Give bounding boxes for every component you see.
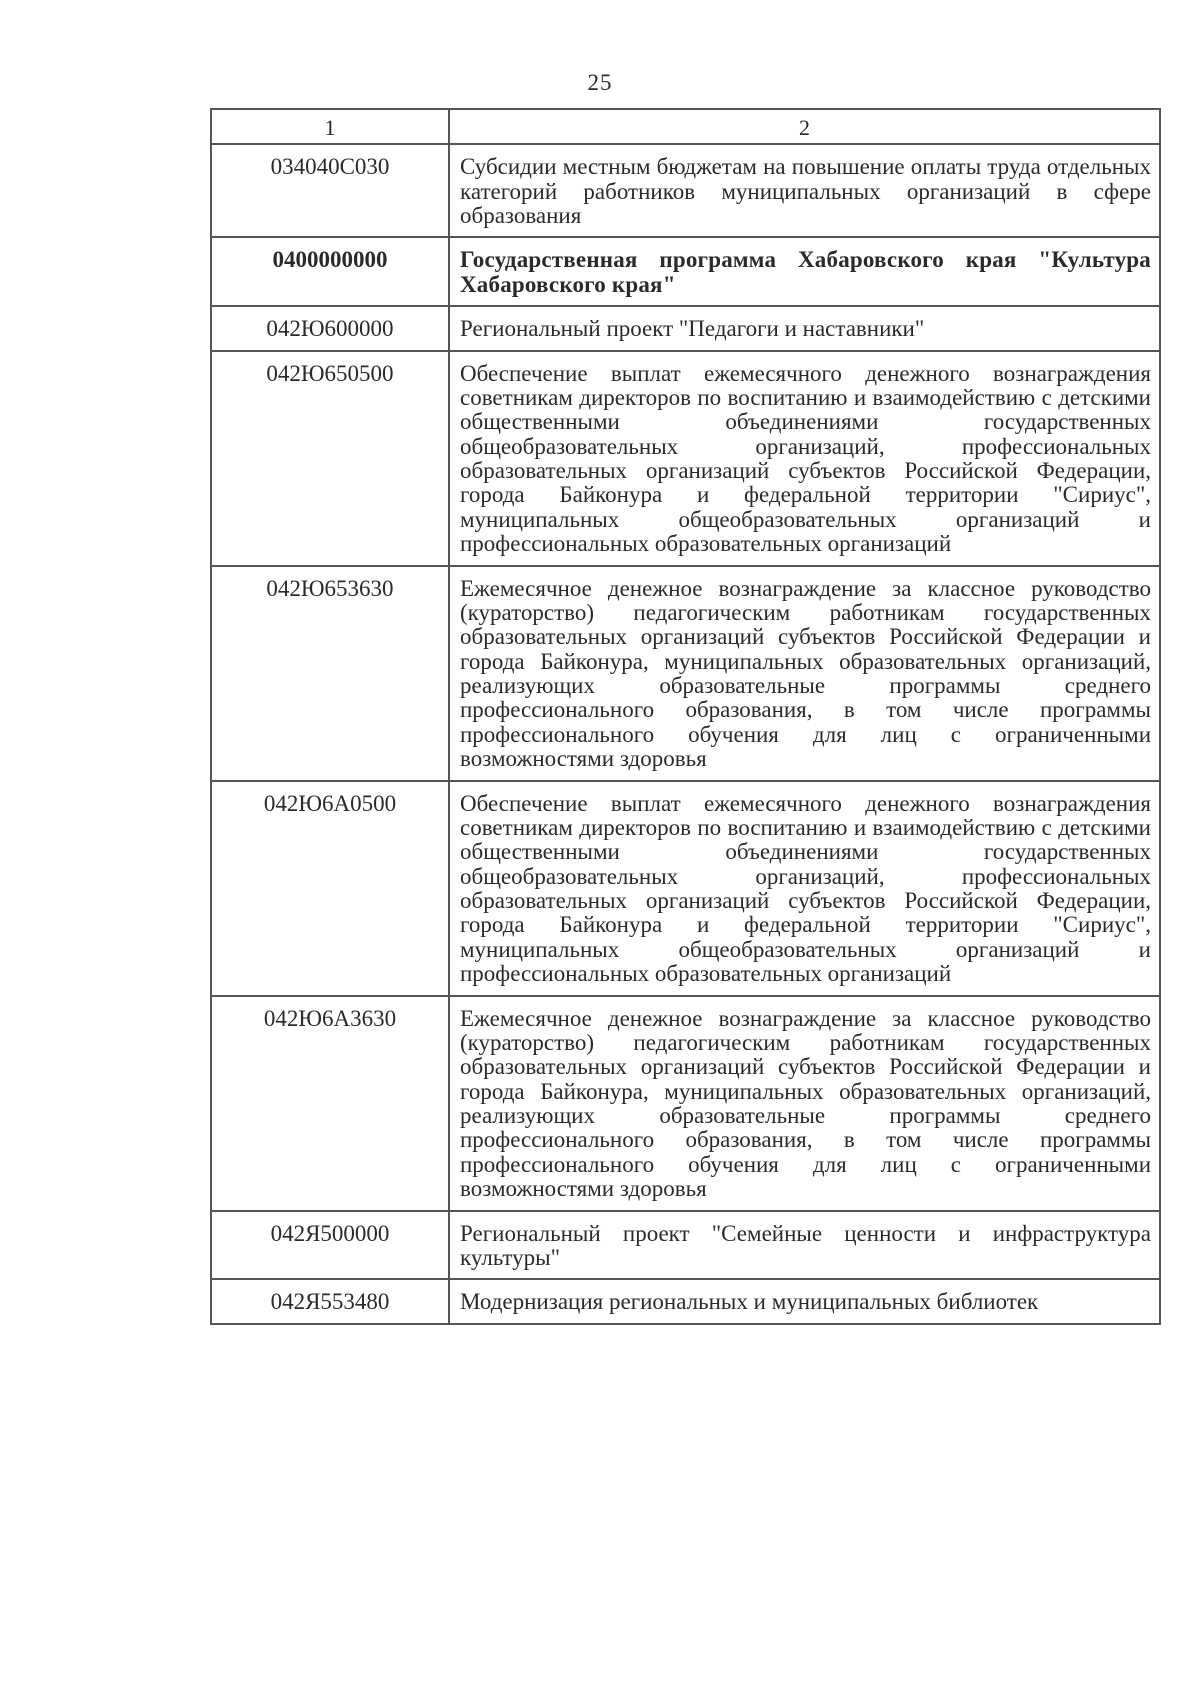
row-description: Обеспечение выплат ежемесячного денежного вознаграждения советникам директоров по воспитанию и взаимодействию с детскими общественными объединениями государственных общеобразовательных организаций, профессиональных образовательных организаций субъектов Российской Федерации, города Байконура и федеральной территории "Сириус", муниципальных общеобразовательных организаций и профессиональных образовательных организаций [449, 781, 1160, 996]
table-row [211, 144, 1160, 237]
table-row [211, 566, 1160, 781]
row-description: Модернизация региональных и муниципальных библиотек [449, 1279, 1160, 1323]
row-description: Ежемесячное денежное вознаграждение за классное руководство (кураторство) педагогическим работникам государственных образовательных организаций субъектов Российской Федерации и города Байконура, муниципальных образовательных организаций, реализующих образовательные программы среднего профессионального образования, в том числе программы профессионального обучения для лиц с ограниченными возможностями здоровья [449, 566, 1160, 781]
row-code: 042Ю653630 [211, 566, 449, 781]
table-row [211, 351, 1160, 566]
table-row [211, 1279, 1160, 1323]
table-row [211, 1211, 1160, 1280]
row-code: 042Ю6А0500 [211, 781, 449, 996]
row-description: Субсидии местным бюджетам на повышение оплаты труда отдельных категорий работников муниципальных организаций в сфере образования [449, 144, 1160, 237]
row-code: 0400000000 [211, 237, 449, 306]
table-row [211, 996, 1160, 1211]
row-code: 042Я553480 [211, 1279, 449, 1323]
row-description: Региональный проект "Семейные ценности и инфраструктура культуры" [449, 1211, 1160, 1280]
column-header-description: 2 [449, 109, 1160, 144]
row-description: Региональный проект "Педагоги и наставники" [449, 306, 1160, 350]
table-row [211, 781, 1160, 996]
row-code: 042Ю6А3630 [211, 996, 449, 1211]
row-code: 042Ю600000 [211, 306, 449, 350]
budget-code-table [210, 108, 1161, 1325]
row-description: Ежемесячное денежное вознаграждение за классное руководство (кураторство) педагогическим работникам государственных образовательных организаций субъектов Российской Федерации и города Байконура, муниципальных образовательных организаций, реализующих образовательные программы среднего профессионального образования, в том числе программы профессионального обучения для лиц с ограниченными возможностями здоровья [449, 996, 1160, 1211]
table-row [211, 306, 1160, 350]
row-code: 042Я500000 [211, 1211, 449, 1280]
row-description: Государственная программа Хабаровского края "Культура Хабаровского края" [449, 237, 1160, 306]
page-number: 25 [587, 70, 613, 95]
row-description: Обеспечение выплат ежемесячного денежного вознаграждения советникам директоров по воспитанию и взаимодействию с детскими общественными объединениями государственных общеобразовательных организаций, профессиональных образовательных организаций субъектов Российской Федерации, города Байконура и федеральной территории "Сириус", муниципальных общеобразовательных организаций и профессиональных образовательных организаций [449, 351, 1160, 566]
row-code: 042Ю650500 [211, 351, 449, 566]
row-code: 034040С030 [211, 144, 449, 237]
table-row [211, 237, 1160, 306]
table-header-row [211, 109, 1160, 144]
column-header-code: 1 [211, 109, 449, 144]
